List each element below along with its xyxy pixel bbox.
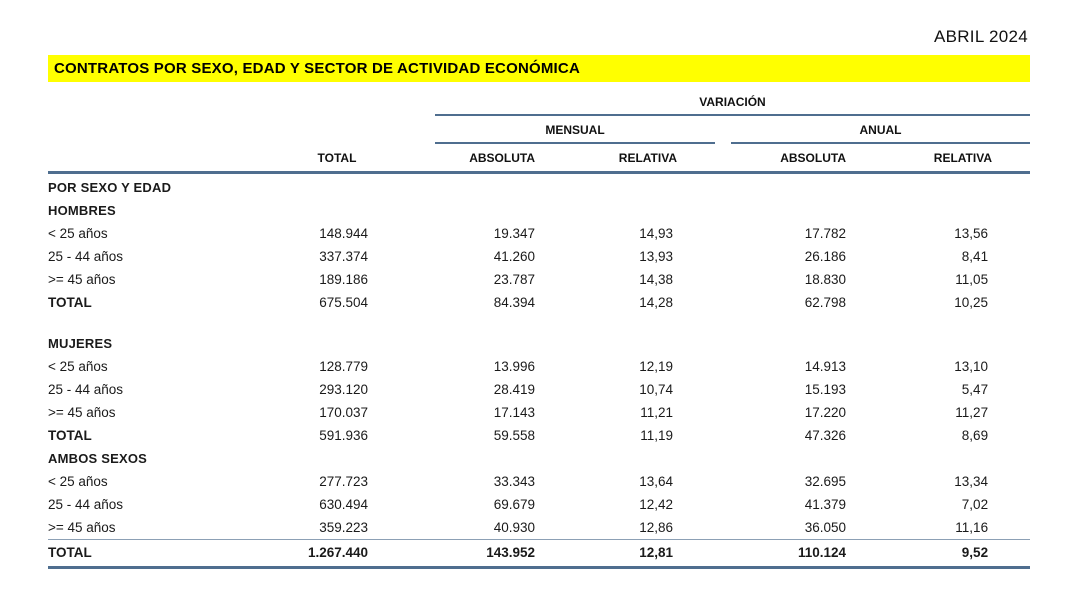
cell-mensual_absoluta: 19.347	[493, 226, 535, 241]
cell-mensual_relativa: 10,74	[639, 382, 673, 397]
grand-total-row	[48, 540, 1030, 568]
cell-total: 128.779	[319, 359, 368, 374]
group-label: MUJERES	[48, 336, 113, 351]
header-variacion: VARIACIÓN	[699, 95, 766, 109]
cell-total: 189.186	[319, 272, 368, 287]
cell-mensual_absoluta: 143.952	[368, 540, 535, 568]
row-label: TOTAL	[48, 295, 92, 310]
cell-anual_absoluta: 15.193	[804, 382, 846, 397]
cell-mensual_relativa: 12,42	[639, 497, 673, 512]
row-label: >= 45 años	[48, 520, 116, 535]
group-header-mujeres	[48, 314, 1030, 355]
cell-anual_absoluta: 36.050	[804, 520, 846, 535]
cell-mensual_absoluta: 28.419	[493, 382, 535, 397]
table-row	[48, 493, 1030, 516]
table-row	[48, 245, 1030, 268]
rule-header-bottom	[48, 171, 1030, 174]
cell-total: 337.374	[319, 249, 368, 264]
cell-anual_relativa: 8,69	[961, 428, 989, 443]
cell-mensual_relativa: 13,64	[639, 474, 673, 489]
cell-anual_relativa: 11,27	[955, 405, 989, 420]
cell-mensual_relativa: 12,81	[535, 540, 673, 568]
cell-anual_absoluta: 47.326	[804, 428, 846, 443]
table-row	[48, 378, 1030, 401]
table-row	[48, 470, 1030, 493]
row-label: 25 - 44 años	[48, 497, 124, 512]
cell-anual_absoluta: 17.782	[804, 226, 846, 241]
cell-anual_absoluta: 26.186	[804, 249, 846, 264]
cell-mensual_relativa: 11,19	[640, 428, 673, 443]
cell-mensual_relativa: 14,38	[639, 272, 673, 287]
row-label: >= 45 años	[48, 272, 116, 287]
cell-total: 675.504	[319, 295, 368, 310]
cell-anual_relativa: 7,02	[961, 497, 989, 512]
row-label: 25 - 44 años	[48, 249, 124, 264]
table-row	[48, 268, 1030, 291]
cell-total: 170.037	[319, 405, 368, 420]
table-row	[48, 516, 1030, 540]
cell-mensual_relativa: 13,93	[639, 249, 673, 264]
cell-anual_absoluta: 62.798	[804, 295, 846, 310]
cell-mensual_relativa: 14,28	[639, 295, 673, 310]
table-row	[48, 355, 1030, 378]
cell-total: 277.723	[319, 474, 368, 489]
cell-anual_absoluta: 18.830	[804, 272, 846, 287]
cell-total: 148.944	[319, 226, 368, 241]
row-label: TOTAL	[48, 428, 92, 443]
group-header-hombres	[48, 199, 1030, 222]
header-absoluta-anual: ABSOLUTA	[780, 151, 846, 165]
table-header	[48, 94, 1030, 175]
cell-anual_absoluta: 32.695	[804, 474, 846, 489]
cell-anual_absoluta: 41.379	[804, 497, 846, 512]
cell-anual_absoluta: 14.913	[804, 359, 846, 374]
cell-anual_relativa: 9,52	[846, 540, 1030, 568]
cell-anual_relativa: 10,25	[954, 295, 989, 310]
row-label: 25 - 44 años	[48, 382, 124, 397]
report-date: ABRIL 2024	[933, 27, 1028, 46]
cell-total: 591.936	[319, 428, 368, 443]
cell-anual_relativa: 13,56	[954, 226, 989, 241]
row-label: < 25 años	[48, 226, 108, 241]
header-total: TOTAL	[317, 151, 357, 165]
cell-mensual_relativa: 12,19	[639, 359, 673, 374]
cell-mensual_absoluta: 23.787	[493, 272, 535, 287]
group-label: HOMBRES	[48, 203, 116, 218]
cell-anual_relativa: 5,47	[961, 382, 989, 397]
rule-under-variacion	[435, 114, 1030, 116]
cell-mensual_absoluta: 84.394	[493, 295, 535, 310]
group-header-ambos-sexos	[48, 447, 1030, 470]
cell-mensual_absoluta: 17.143	[493, 405, 535, 420]
header-relativa-anual: RELATIVA	[933, 151, 992, 165]
section-title-row	[48, 176, 1030, 199]
cell-mensual_absoluta: 33.343	[493, 474, 535, 489]
header-anual: ANUAL	[859, 123, 902, 137]
cell-anual_relativa: 13,34	[954, 474, 989, 489]
rule-under-mensual	[435, 142, 715, 144]
cell-mensual_absoluta: 41.260	[493, 249, 535, 264]
group-total-row	[48, 291, 1030, 314]
row-label: < 25 años	[48, 474, 108, 489]
row-label: TOTAL	[48, 540, 288, 568]
cell-anual_relativa: 11,16	[955, 520, 989, 535]
group-total-row	[48, 424, 1030, 447]
group-label: POR SEXO Y EDAD	[48, 180, 172, 195]
cell-mensual_absoluta: 13.996	[493, 359, 535, 374]
cell-total: 293.120	[319, 382, 368, 397]
table-row	[48, 401, 1030, 424]
row-label: < 25 años	[48, 359, 108, 374]
cell-mensual_relativa: 12,86	[639, 520, 673, 535]
cell-anual_relativa: 13,10	[954, 359, 989, 374]
cell-mensual_relativa: 14,93	[639, 226, 673, 241]
cell-mensual_absoluta: 59.558	[493, 428, 535, 443]
cell-total: 359.223	[319, 520, 368, 535]
cell-total: 630.494	[319, 497, 368, 512]
row-label: >= 45 años	[48, 405, 116, 420]
cell-anual_absoluta: 110.124	[673, 540, 846, 568]
cell-mensual_relativa: 11,21	[640, 405, 673, 420]
table-row	[48, 222, 1030, 245]
cell-mensual_absoluta: 40.930	[493, 520, 535, 535]
report-title: CONTRATOS POR SEXO, EDAD Y SECTOR DE ACTIVIDAD ECONÓMICA	[48, 55, 1030, 82]
header-absoluta-mensual: ABSOLUTA	[469, 151, 535, 165]
cell-anual_relativa: 8,41	[961, 249, 989, 264]
rule-under-anual	[731, 142, 1030, 144]
header-relativa-mensual: RELATIVA	[618, 151, 677, 165]
cell-mensual_absoluta: 69.679	[493, 497, 535, 512]
contracts-table	[48, 176, 1030, 569]
cell-total: 1.267.440	[288, 540, 368, 568]
cell-anual_relativa: 11,05	[955, 272, 989, 287]
cell-anual_absoluta: 17.220	[804, 405, 846, 420]
group-label: AMBOS SEXOS	[48, 451, 147, 466]
header-mensual: MENSUAL	[545, 123, 605, 137]
